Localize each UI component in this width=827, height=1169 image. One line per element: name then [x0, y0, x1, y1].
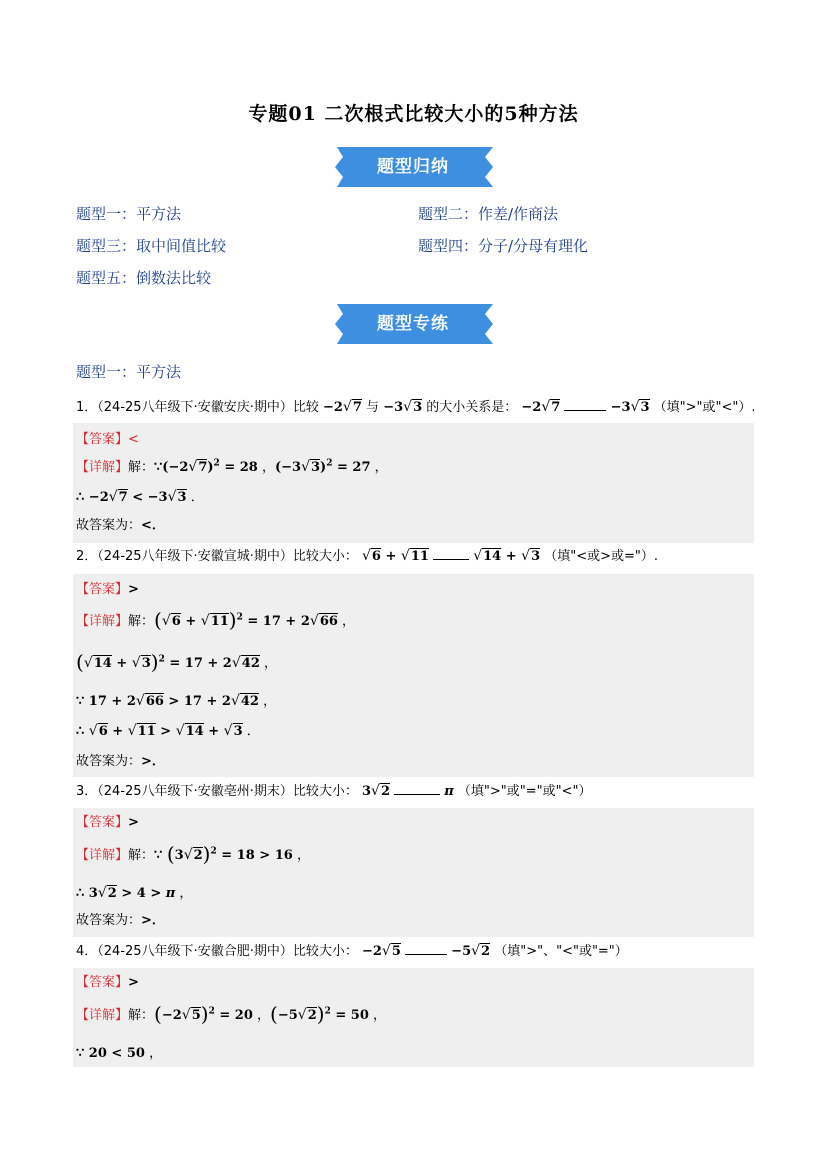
detail-line: ∴ 3√2 > 4 > π ， [76, 885, 193, 901]
answer-blank [433, 559, 469, 560]
detail-line: ∴ −2√7 < −3√3 ． [76, 489, 204, 505]
math-expr: −3√3 [610, 399, 650, 415]
question-4: 4．（24-25八年级下·安徽合肥·期中）比较大小： −2√5 −5√2 （填">"、"<"或"="） [76, 943, 628, 959]
answer-box-4 [73, 968, 754, 1067]
math-expr: −2√7 [521, 399, 561, 415]
answer-box-1 [73, 423, 754, 543]
answer-line: 【答案】> [76, 582, 139, 597]
answer-blank [405, 954, 447, 955]
answer-line: 【答案】< [76, 432, 139, 447]
math-expr: √6 + √11 [361, 548, 429, 564]
detail-line: $(√14 + √3)^2 = 17 + 2√42$ ， [76, 650, 278, 674]
final-line: 故答案为：<． [76, 518, 165, 533]
detail-line: 【详解】解：$(√6 + √11)^2 = 17 + 2√66$ ， [76, 608, 356, 632]
detail-line: ∵ 17 + 2√66 > 17 + 2√42 ， [76, 693, 277, 709]
detail-line: ∴ √6 + √11 > √14 + √3 ． [76, 723, 260, 739]
banner-summary-label: 题型归纳 [377, 157, 449, 177]
banner-practice-label: 题型专练 [377, 314, 449, 334]
page-title: 专题01 二次根式比较大小的5种方法 [248, 103, 579, 125]
math-expr: −3√3 [383, 399, 423, 415]
detail-line: 【详解】解：$\because(-2√7)^2 = 28$ ，$(-3√3)^2 = 27$ ， [76, 458, 388, 475]
answer-line: 【答案】> [76, 975, 139, 990]
category-1: 题型一：平方法 [76, 205, 182, 223]
answer-box-3 [73, 808, 754, 937]
final-line: 故答案为：>． [76, 913, 165, 928]
math-expr: −2√5 [361, 943, 401, 959]
question-2: 2．（24-25八年级下·安徽宣城·期中）比较大小： √6 + √11 √14 + √3 （填"<或>或="）. [76, 548, 659, 564]
question-3: 3．（24-25八年级下·安徽亳州·期末）比较大小： 3√2 π （填">"或"="或"<"） [76, 783, 592, 799]
category-3: 题型三：取中间值比较 [76, 237, 227, 255]
section-heading: 题型一：平方法 [76, 363, 182, 381]
category-2: 题型二：作差/作商法 [418, 205, 559, 223]
answer-blank [564, 410, 606, 411]
detail-line: ∵ 20 < 50 ， [76, 1046, 163, 1061]
banner-practice [333, 304, 495, 344]
detail-line: 【详解】解：$(-2√5)^2 = 20$ ，$(-5√2)^2 = 50$ ， [76, 1002, 387, 1026]
math-expr: 3√2 [361, 783, 390, 799]
math-expr: π [444, 784, 454, 799]
answer-blank [394, 794, 440, 795]
answer-box-2 [73, 574, 754, 777]
answer-line: 【答案】> [76, 815, 139, 830]
category-4: 题型四：分子/分母有理化 [418, 237, 589, 255]
detail-line: 【详解】解：∵ $(3√2)^2 = 18 > 16$ ， [76, 842, 310, 866]
category-5: 题型五：倒数法比较 [76, 269, 212, 287]
math-expr: −5√2 [451, 943, 491, 959]
final-line: 故答案为：>． [76, 754, 165, 769]
math-expr: √14 + √3 [473, 548, 541, 564]
math-expr: −2√7 [322, 399, 362, 415]
banner-summary [333, 147, 495, 187]
question-1: 1．（24-25八年级下·安徽安庆·期中）比较 −2√7 与 −3√3 的大小关系是： −2√7 −3√3 （填">"或"<"）. [76, 399, 756, 415]
